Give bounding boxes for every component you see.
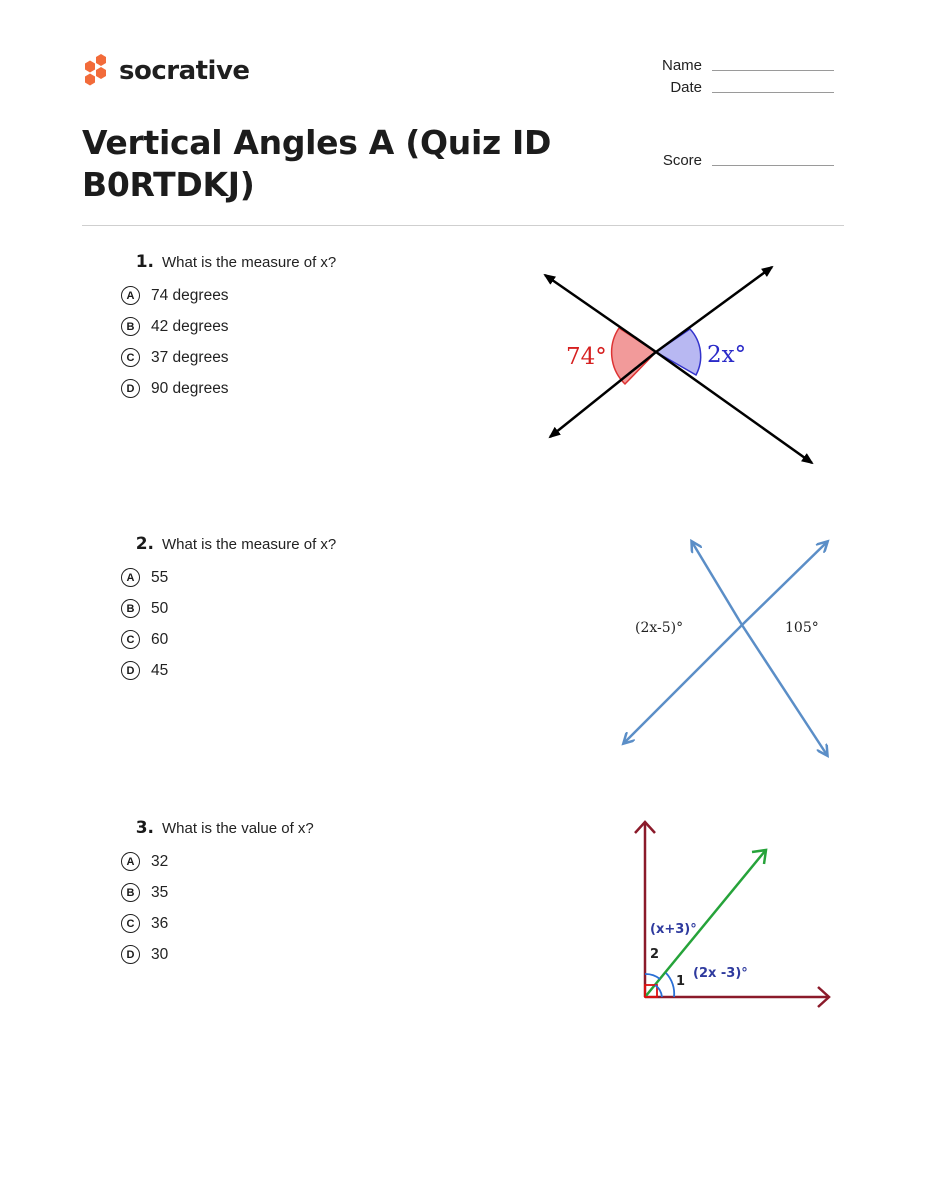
page-title: Vertical Angles A (Quiz ID B0RTDKJ) xyxy=(82,123,552,204)
option-bubble[interactable]: C xyxy=(121,348,140,367)
option-bubble[interactable]: C xyxy=(121,630,140,649)
question-3 xyxy=(118,818,314,970)
option-bubble[interactable]: A xyxy=(121,568,140,587)
option-b[interactable] xyxy=(118,311,336,342)
socrative-logo xyxy=(81,53,250,89)
option-text: 37 degrees xyxy=(151,348,229,366)
option-bubble[interactable]: B xyxy=(121,883,140,902)
option-text: 90 degrees xyxy=(151,379,229,397)
question-number: 1. xyxy=(135,252,154,272)
angle-number-1: 1 xyxy=(676,974,686,989)
option-d[interactable] xyxy=(118,939,314,970)
line-ray xyxy=(692,542,742,625)
question-1 xyxy=(118,252,336,404)
question-text: What is the value of x? xyxy=(162,820,314,837)
option-text: 35 xyxy=(151,883,169,901)
option-b[interactable] xyxy=(118,877,314,908)
question-text: What is the measure of x? xyxy=(162,536,337,553)
option-bubble[interactable]: D xyxy=(121,661,140,680)
score-label: Score xyxy=(662,152,702,169)
name-label: Name xyxy=(661,57,702,74)
angle-label-2x-minus-3: (2x -3)° xyxy=(693,966,748,981)
question-text: What is the measure of x? xyxy=(162,254,337,271)
option-text: 60 xyxy=(151,630,169,648)
option-text: 36 xyxy=(151,914,169,932)
option-a[interactable] xyxy=(118,562,336,593)
angle-label-105: 105° xyxy=(785,620,819,636)
line-ray xyxy=(742,625,827,755)
brand-name: socrative xyxy=(119,56,250,86)
option-a[interactable] xyxy=(118,846,314,877)
option-text: 55 xyxy=(151,568,169,586)
angle-arc-2 xyxy=(645,974,660,979)
option-text: 74 degrees xyxy=(151,286,229,304)
line-ray xyxy=(742,542,827,625)
vertical-angles-figure-2 xyxy=(615,535,840,765)
option-d[interactable] xyxy=(118,373,336,404)
option-c[interactable] xyxy=(118,342,336,373)
angle-label-74: 74° xyxy=(566,344,607,370)
date-field[interactable] xyxy=(642,79,834,96)
option-text: 50 xyxy=(151,599,169,617)
question-number: 2. xyxy=(135,534,154,554)
option-text: 30 xyxy=(151,945,169,963)
header-divider xyxy=(82,225,844,226)
option-bubble[interactable]: C xyxy=(121,914,140,933)
option-d[interactable] xyxy=(118,655,336,686)
angle-label-2x: 2x° xyxy=(707,342,747,368)
name-line[interactable] xyxy=(712,70,834,71)
option-bubble[interactable]: D xyxy=(121,945,140,964)
option-bubble[interactable]: A xyxy=(121,852,140,871)
angle-arc-1 xyxy=(655,985,662,997)
date-label: Date xyxy=(670,79,702,96)
angle-arc-1 xyxy=(666,973,674,997)
option-c[interactable] xyxy=(118,624,336,655)
option-text: 45 xyxy=(151,661,169,679)
option-text: 42 degrees xyxy=(151,317,229,335)
complementary-angles-figure-3 xyxy=(628,815,838,1015)
score-line[interactable] xyxy=(712,165,834,166)
option-text: 32 xyxy=(151,852,169,870)
date-line[interactable] xyxy=(712,92,834,93)
option-bubble[interactable]: D xyxy=(121,379,140,398)
option-bubble[interactable]: A xyxy=(121,286,140,305)
option-b[interactable] xyxy=(118,593,336,624)
angle-label-2x-5: (2x-5)° xyxy=(635,620,684,636)
hexagon-cluster-icon xyxy=(81,53,111,89)
line-ray xyxy=(656,267,772,352)
question-2 xyxy=(118,534,336,686)
name-field[interactable] xyxy=(642,57,834,74)
option-c[interactable] xyxy=(118,908,314,939)
line-ray xyxy=(656,352,812,463)
line-ray xyxy=(624,625,742,743)
option-bubble[interactable]: B xyxy=(121,599,140,618)
question-number: 3. xyxy=(135,818,154,838)
angle-label-x-plus-3: (x+3)° xyxy=(650,922,697,937)
option-bubble[interactable]: B xyxy=(121,317,140,336)
option-a[interactable] xyxy=(118,280,336,311)
score-field[interactable] xyxy=(642,152,834,169)
vertical-angles-figure-1 xyxy=(540,262,820,472)
angle-number-2: 2 xyxy=(650,947,660,962)
line-ray xyxy=(545,275,656,352)
